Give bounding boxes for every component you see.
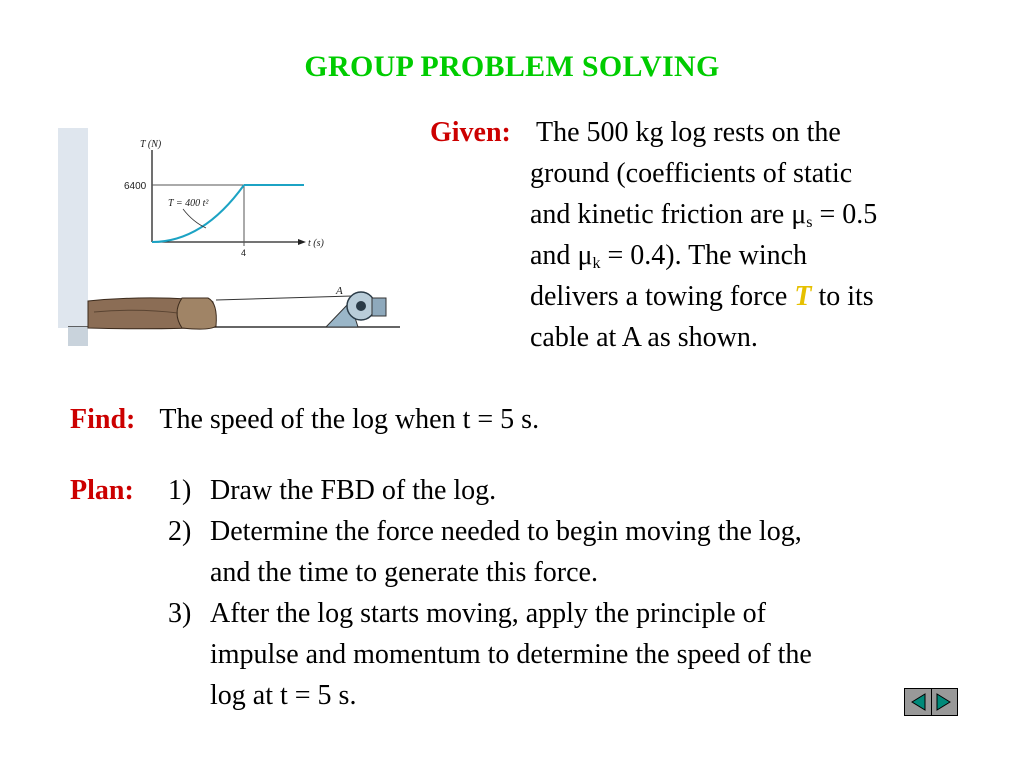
- plan-step-3-line-3: log at t = 5 s.: [210, 680, 357, 711]
- ground-left: [58, 328, 403, 346]
- mu-k-subscript: k: [592, 255, 601, 272]
- plan-step-1-line-1: Draw the FBD of the log.: [210, 475, 497, 506]
- towing-force-symbol: T: [794, 281, 812, 312]
- mu-s-symbol: μ: [791, 199, 807, 230]
- given-line-5-end: to its: [811, 281, 874, 312]
- find-label: Find:: [70, 404, 136, 435]
- find-text: The speed of the log when t = 5 s.: [159, 404, 540, 435]
- plan-step-3-line-2: impulse and momentum to determine the speed of the: [210, 639, 812, 670]
- given-line-5: [530, 276, 874, 317]
- next-triangle-icon: [934, 692, 954, 712]
- given-line-3-text: and kinetic friction are: [530, 199, 792, 230]
- find-section: [70, 400, 539, 440]
- mu-k-symbol: μ: [577, 240, 593, 271]
- curve-label-leader: [183, 209, 206, 228]
- ground-hatch: [68, 327, 88, 346]
- tow-cable: [216, 296, 352, 300]
- given-line-6: cable at A as shown.: [530, 322, 758, 353]
- given-label: Given:: [430, 117, 511, 148]
- plan-step-2-line-1: Determine the force needed to begin moving the log,: [210, 516, 802, 547]
- x-axis-label: t (s): [308, 238, 324, 249]
- given-line-2: ground (coefficients of static: [530, 158, 853, 189]
- plan-step-3-number: 3): [168, 598, 192, 629]
- point-a-label: A: [336, 285, 343, 297]
- given-line-5-text: delivers a towing force: [530, 281, 795, 312]
- given-line-4-text: and: [530, 240, 578, 271]
- problem-figure: [58, 128, 403, 346]
- next-slide-button[interactable]: [931, 689, 958, 715]
- plan-step-2-number: 2): [168, 516, 192, 547]
- mu-s-subscript: s: [806, 214, 813, 231]
- force-curve: [152, 185, 244, 242]
- y-axis-label: T (N): [140, 139, 162, 150]
- prev-slide-button[interactable]: [905, 689, 931, 715]
- plan-step-3-line-1: After the log starts moving, apply the principle of: [210, 598, 766, 629]
- winch-motor: [372, 298, 386, 316]
- plan-step-1-number: 1): [168, 475, 192, 506]
- x-axis-arrowhead: [298, 239, 306, 245]
- winch-hub: [356, 301, 366, 311]
- plan-label: Plan:: [70, 475, 134, 506]
- given-line-1: The 500 kg log rests on the: [536, 117, 841, 148]
- page-strip: [58, 128, 88, 346]
- x-tick-4: 4: [241, 248, 247, 258]
- slide-nav-buttons: [904, 688, 958, 716]
- plan-step-2-line-2: and the time to generate this force.: [210, 557, 598, 588]
- mu-s-value: = 0.5: [812, 199, 878, 230]
- mu-k-value: = 0.4). The winch: [600, 240, 808, 271]
- curve-equation-label: T = 400 t²: [168, 198, 209, 209]
- prev-triangle-icon: [908, 692, 928, 712]
- slide-title: GROUP PROBLEM SOLVING: [304, 50, 720, 83]
- log-end: [177, 298, 216, 329]
- y-tick-6400: 6400: [124, 181, 147, 192]
